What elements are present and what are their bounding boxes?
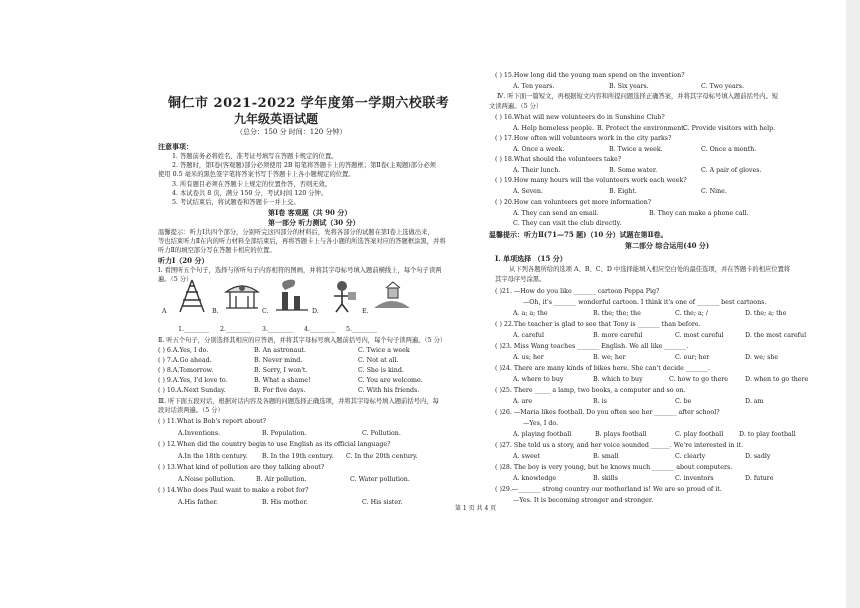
q17-option-b: B. Twice a week. <box>609 146 663 153</box>
single-choice-heading: Ⅰ. 单项选择 （15 分） <box>495 254 567 263</box>
notes-heading: 注意事项： <box>158 142 193 151</box>
q23-option-b: B. we; her <box>593 354 626 361</box>
q22-option-d: D. the most careful <box>745 332 807 339</box>
q23-option-d: D. we; she <box>745 354 779 361</box>
answer-blank-5[interactable]: 5.________ <box>346 326 378 333</box>
q26-option-b: B. plays football <box>595 431 647 438</box>
question-13: ( ) 13.What kind of pollution are they talking about? <box>158 464 325 471</box>
q20-option-b: B. They can make a phone call. <box>649 210 749 217</box>
note-2: 2. 答题时，第Ⅰ卷(客观题)部分必须使用 2B 铅笔将答题卡上的答题框；第Ⅱ卷(主观题)部分必须 <box>172 162 436 169</box>
note-4: 4. 本试卷共 8 页，满分 150 分，考试时间 120 分钟。 <box>172 190 328 197</box>
picture-label-d: D. <box>312 308 319 315</box>
q14-option-b: B. His mother. <box>262 499 308 506</box>
question-29: ( )29.—_______ strong country our motherland is! We are so proud of it. <box>495 486 722 493</box>
picture-c-factory-icon <box>272 278 312 314</box>
section-i-instruction: Ⅰ. 看图听五个句子，选择与所听句子内容相符的图画，并将其字母标号填入题前横线上，每个句子读两 <box>158 267 442 274</box>
q28-option-b: B. skills <box>593 475 618 482</box>
q24-option-b: B. which to buy <box>593 376 643 383</box>
tip-line-2: 等也结束听力Ⅱ在内的听力材料全部结束后，再将答题卡上与各小题的所选答案对应的答题框涂黑，并将 <box>158 238 446 245</box>
q17-option-c: C. Once a month. <box>701 146 757 153</box>
question-22: ( ) 22.The teacher is glad to see that Tony is _______ than before. <box>495 321 701 328</box>
question-15: ( ) 15.How long did the young man spend on the invention? <box>495 72 685 79</box>
q23-option-a: A. us; her <box>513 354 544 361</box>
part1-title: 第Ⅰ卷 客观题（共 90 分） <box>268 208 352 217</box>
listening-ii-tip: 温馨提示：听力Ⅱ(71—75 题)（10 分）试题在第Ⅱ卷。 <box>489 230 668 239</box>
q11-option-b: B. Population. <box>262 430 307 437</box>
exam-subtitle: 九年级英语试题 <box>234 112 319 126</box>
q21-option-b: B. the; the; the <box>593 310 641 317</box>
listening-heading: 听力Ⅰ（20 分） <box>158 256 209 265</box>
section-iii-instruction-cont: 段对话读两遍。（5 分） <box>158 407 224 414</box>
q15-option-a: A. Ten years. <box>513 83 555 90</box>
question-25: ( )25. There _____ a lamp, two books, a computer and so on. <box>495 387 686 394</box>
q21-option-a: A. a; a; the <box>513 310 548 317</box>
note-3: 3. 所有题目必须在答题卡上规定的位置作答，否则无效。 <box>172 181 332 188</box>
q16-option-a: A. Help homeless people. <box>513 125 594 132</box>
q22-option-b: B. more careful <box>593 332 643 339</box>
question-24: ( )24. There are many kinds of bikes here. She can't decide _______. <box>495 365 710 372</box>
q10-option-b: B. For five days. <box>254 387 306 394</box>
q27-option-c: C. clearly <box>675 453 706 460</box>
q7-option-c: C. Not at all. <box>358 357 399 364</box>
question-23: ( )23. Miss Wang teaches _______ English. We all like _______. <box>495 343 689 350</box>
q25-option-c: C. be <box>675 398 692 405</box>
q28-option-c: C. inventors <box>675 475 714 482</box>
question-14: ( ) 14.Who does Paul want to make a robot for? <box>158 487 309 494</box>
section-iii-instruction: Ⅲ. 听下面五段对话，根据对话内容及各题的问题选择正确选项，并将其字母标号填入题前括号内，每 <box>158 398 439 405</box>
question-18: ( ) 18.What should the volunteers take? <box>495 156 622 163</box>
q19-option-c: C. Nine. <box>701 188 727 195</box>
q6-option-c: C. Twice a week <box>358 347 410 354</box>
q13-option-c: C. Water pollution. <box>350 476 410 483</box>
q12-option-a: A.In the 18th century. <box>178 453 248 460</box>
answer-blank-3[interactable]: 3.________ <box>262 326 294 333</box>
section-iv-instruction: Ⅳ. 听下面一篇短文，再根据短文内容和所提问题选择正确答案，并将其字母标号填入题前括号内。短 <box>497 93 779 100</box>
q20-option-c: C. They can visit the club directly. <box>513 220 622 227</box>
q24-option-d: D. when to go there <box>745 376 809 383</box>
answer-blank-1[interactable]: 1.________ <box>178 326 210 333</box>
exam-title: 铜仁市 2021-2022 学年度第一学期六校联考 <box>168 96 450 111</box>
question-9: ( ) 9.A.Yes, I'd love to. <box>158 377 228 384</box>
q7-option-b: B. Never mind. <box>254 357 303 364</box>
q18-option-b: B. Some water. <box>609 167 658 174</box>
q27-option-a: A. sweet <box>513 453 541 460</box>
question-27: ( )27. She told us a story, and her voice sounded ______. We're interested in it. <box>495 442 744 449</box>
q16-option-b: B. Protect the environment. <box>597 125 686 132</box>
section1-title: 第一部分 听力测试（30 分） <box>268 218 360 227</box>
q12-option-c: C. In the 20th century. <box>346 453 418 460</box>
q17-option-a: A. Once a week. <box>513 146 565 153</box>
section-iv-instruction-cont: 文读两遍。（5 分） <box>489 103 543 110</box>
q14-option-a: A.His father. <box>178 499 219 506</box>
q8-option-b: B. Sorry, I won't. <box>254 367 308 374</box>
q28-option-a: A. knowledge <box>513 475 557 482</box>
note-2-cont: 使用 0.5 毫米的黑色签字笔将答案书写于答题卡上各小题规定的位置。 <box>158 171 355 178</box>
q16-option-c: C. Provide visitors with help. <box>683 125 776 132</box>
section2-title: 第二部分 综合运用(40 分) <box>625 241 710 250</box>
note-5: 5. 考试结束后，将试题卷和答题卡一并上交。 <box>172 199 300 206</box>
question-12: ( ) 12.When did the country begin to use English as its official language? <box>158 441 391 448</box>
q21-option-c: C. the; a; / <box>675 310 709 317</box>
picture-label-e: E. <box>362 308 369 315</box>
question-21: ( )21. —How do you like _______ cartoon Peppa Pig? <box>495 288 660 295</box>
q27-option-d: D. sadly <box>745 453 771 460</box>
question-11: ( ) 11.What is Bob's report about? <box>158 418 267 425</box>
q8-option-c: C. She is kind. <box>358 367 404 374</box>
question-10: ( ) 10.A.Next Sunday. <box>158 387 226 394</box>
q28-option-d: D. future <box>745 475 774 482</box>
q11-option-c: C. Pollution. <box>362 430 401 437</box>
picture-b-temple-icon <box>222 278 262 314</box>
single-choice-intro: 从下列各题所给的选项 A、B、C、D 中选择能填入相应空白处的最佳选项，并在答题卡的相应位置将 <box>509 266 791 273</box>
q15-option-b: B. Six years. <box>609 83 649 90</box>
q11-option-a: A.Inventions. <box>178 430 221 437</box>
q22-option-c: C. most careful <box>675 332 724 339</box>
single-choice-intro-cont: 其字母序号涂黑。 <box>495 276 546 283</box>
q12-option-b: B. In the 19th century. <box>262 453 334 460</box>
q26-option-d: D. to play football <box>739 431 796 438</box>
q6-option-b: B. An astronaut. <box>254 347 306 354</box>
answer-blank-4[interactable]: 4.________ <box>304 326 336 333</box>
note-1: 1. 答题前务必将姓名、准考证号填写在答题卡规定的位置。 <box>172 153 338 160</box>
question-8: ( ) 8.A.Tomorrow. <box>158 367 214 374</box>
q20-option-a: A. They can send an email. <box>513 210 599 217</box>
picture-label-a: A <box>162 308 167 315</box>
q18-option-a: A. Their lunch. <box>513 167 561 174</box>
q9-option-b: B. What a shame! <box>254 377 311 384</box>
picture-label-c: C. <box>262 308 269 315</box>
q19-option-a: A. Seven. <box>513 188 543 195</box>
score-time-line: （总分：150 分 时间：120 分钟） <box>236 128 347 136</box>
tip-line-1: 温馨提示：听力Ⅰ共四个部分，分别听完这四部分的材料后，先将各部分的试题在第Ⅰ卷上选做出来， <box>158 229 434 236</box>
q18-option-c: C. A pair of gloves. <box>701 167 762 174</box>
question-26-line2: —Yes, I do. <box>523 420 559 427</box>
question-7: ( ) 7.A.Go ahead. <box>158 357 212 364</box>
q14-option-c: C. His sister. <box>362 499 403 506</box>
q27-option-b: B. small <box>593 453 619 460</box>
q9-option-c: C. You are welcome. <box>358 377 423 384</box>
q13-option-b: B. Air pollution. <box>256 476 307 483</box>
section-ii-instruction: Ⅱ. 听五个句子，分别选择其相应的应答语，并将其字母标号填入题前括号内，每个句子读两遍。（5 分） <box>158 337 447 344</box>
q26-option-a: A. playing football <box>513 431 572 438</box>
question-26: ( )26. —Maria likes football. Do you often see her _______ after school? <box>495 409 720 416</box>
q10-option-c: C. With his friends. <box>358 387 420 394</box>
section-i-instruction-cont: 遍。（5 分） <box>158 276 193 283</box>
q25-option-b: B. is <box>593 398 607 405</box>
question-21-line2: —Oh, it's _______ wonderful cartoon. I think it's one of _______ best cartoons. <box>523 299 767 306</box>
picture-d-person-icon <box>322 278 362 314</box>
picture-label-b: B. <box>212 308 219 315</box>
picture-e-garden-icon <box>372 278 412 314</box>
question-28: ( )28. The boy is very young, but he knows much _______ about computers. <box>495 464 733 471</box>
question-6: ( ) 6.A.Yes, I do. <box>158 347 209 354</box>
scan-edge <box>846 0 860 608</box>
page-footer: 第 1 页 共 4 页 <box>455 505 497 512</box>
q22-option-a: A. careful <box>513 332 544 339</box>
q21-option-d: D. the; a; the <box>745 310 787 317</box>
q26-option-c: C. play football <box>675 431 724 438</box>
tip-line-3: 听力Ⅱ的填空部分写在答题卡相应的位置。 <box>158 247 276 254</box>
question-19: ( ) 19.How many hours will the volunteers work each week? <box>495 177 687 184</box>
question-17: ( ) 17.How often will volunteers work in the city parks? <box>495 135 672 142</box>
question-16: ( ) 16.What will new volunteers do in Sunshine Club? <box>495 114 665 121</box>
picture-a-tower-icon <box>172 278 212 314</box>
q15-option-c: C. Two years. <box>701 83 745 90</box>
answer-blank-2[interactable]: 2.________ <box>220 326 252 333</box>
q13-option-a: A.Noise pollution. <box>178 476 236 483</box>
question-20: ( ) 20.How can volunteers get more information? <box>495 199 652 206</box>
q23-option-c: C. our; her <box>675 354 710 361</box>
q24-option-a: A. where to buy <box>513 376 564 383</box>
q25-option-d: D. am <box>745 398 764 405</box>
question-29-line2: —Yes. It is becoming stronger and stronger. <box>513 497 654 504</box>
q25-option-a: A. are <box>513 398 533 405</box>
q24-option-c: C. how to go there <box>669 376 729 383</box>
q19-option-b: B. Eight. <box>609 188 637 195</box>
